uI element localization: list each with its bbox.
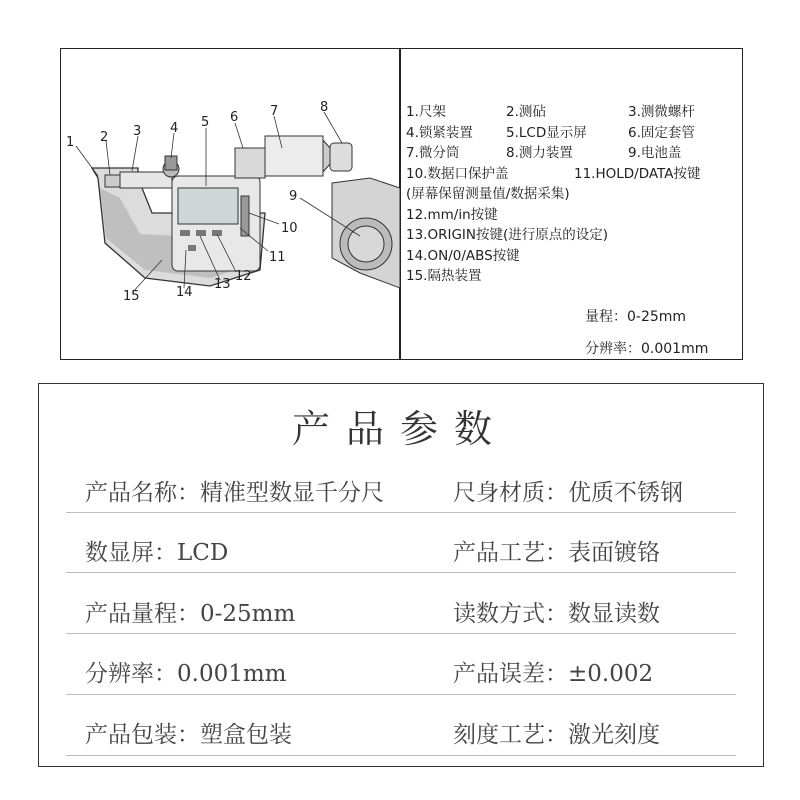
anvil: [105, 175, 120, 187]
part-15: 15.隔热装置: [406, 268, 482, 284]
parts-list: [406, 102, 741, 287]
part-4: 4.锁紧装置: [406, 124, 473, 141]
spec-range: 量程：0-25mm: [585, 309, 687, 325]
callout-15: 15: [123, 289, 140, 304]
callout-11: 11: [269, 250, 286, 265]
param-resolution: 分辨率：0.001mm: [85, 661, 287, 687]
part-11: 11.HOLD/DATA按键: [574, 165, 701, 182]
row-divider: [66, 633, 736, 634]
param-name: 产品名称：精准型数显千分尺: [85, 480, 384, 506]
callout-9: 9: [289, 189, 298, 204]
parts-row: [406, 164, 741, 185]
parts-row: [406, 184, 741, 205]
parts-row: [406, 143, 741, 164]
callout-13: 13: [214, 277, 231, 292]
thimble: [265, 136, 323, 176]
parts-row: [406, 246, 741, 267]
param-material: 尺身材质：优质不锈钢: [453, 480, 683, 506]
row-divider: [66, 694, 736, 695]
spec-resolution: 分辨率：0.001mm: [585, 341, 709, 357]
callout-4: 4: [170, 121, 179, 136]
part-7: 7.微分筒: [406, 145, 460, 161]
parts-row: [406, 102, 741, 123]
part-8: 8.测力装置: [506, 145, 573, 161]
parts-row: [406, 123, 741, 144]
part-9: 9.电池盖: [628, 145, 682, 161]
part-10: 10.数据口保护盖: [406, 165, 509, 182]
parts-row: [406, 205, 741, 226]
param-scale: 刻度工艺：激光刻度: [453, 722, 660, 748]
param-reading: 读数方式：数显读数: [453, 601, 660, 627]
row-divider: [66, 572, 736, 573]
callout-3: 3: [133, 124, 142, 139]
callout-2: 2: [100, 130, 109, 145]
callout-5: 5: [201, 115, 210, 130]
part-2: 2.测砧: [506, 104, 546, 120]
callout-6: 6: [230, 110, 239, 125]
parts-row: [406, 266, 741, 287]
param-display: 数显屏：LCD: [85, 540, 229, 566]
row-divider: [66, 512, 736, 513]
part-5: 5.LCD显示屏: [506, 124, 587, 141]
param-packaging: 产品包装：塑盒包装: [85, 722, 292, 748]
callout-8: 8: [320, 100, 329, 115]
part-6: 6.固定套管: [628, 124, 695, 141]
callout-10: 10: [281, 221, 298, 236]
part-12: 12.mm/in按键: [406, 206, 498, 223]
part-11-note: (屏幕保留测量值/数据采集): [406, 186, 570, 202]
sleeve: [235, 148, 265, 178]
callout-1: 1: [66, 135, 75, 150]
part-3: 3.测微螺杆: [628, 104, 695, 120]
part-14: 14.ON/0/ABS按键: [406, 247, 520, 264]
spindle: [120, 172, 172, 188]
param-error: 产品误差：±0.002: [453, 661, 654, 687]
param-title: 产品参数: [291, 407, 508, 451]
part-1: 1.尺架: [406, 104, 446, 120]
callout-12: 12: [235, 269, 252, 284]
param-range: 产品量程：0-25mm: [85, 601, 296, 627]
part-13: 13.ORIGIN按键(进行原点的设定): [406, 227, 609, 243]
ratchet: [330, 143, 352, 171]
micrometer-illustration: [60, 48, 400, 360]
lcd-screen: [178, 188, 238, 224]
callout-14: 14: [176, 285, 193, 300]
row-divider: [66, 755, 736, 756]
param-process: 产品工艺：表面镀铬: [453, 540, 660, 566]
parts-row: [406, 225, 741, 246]
callout-7: 7: [270, 104, 279, 119]
